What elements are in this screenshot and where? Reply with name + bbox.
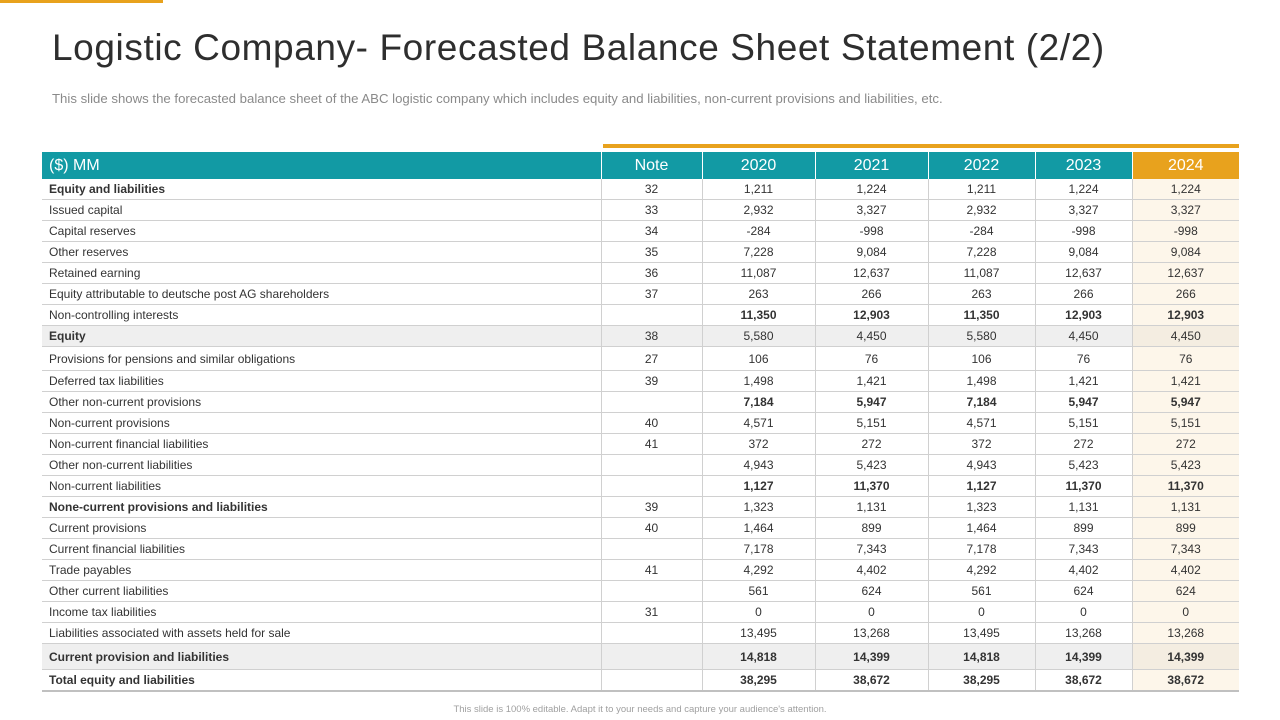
row-label: Other reserves: [42, 242, 601, 263]
cell-2020: 561: [702, 581, 815, 602]
row-note: 33: [601, 200, 702, 221]
cell-2023: 266: [1035, 284, 1132, 305]
cell-2020: 13,495: [702, 623, 815, 644]
header-year-2021: 2021: [815, 152, 928, 179]
row-label: Equity: [42, 326, 601, 347]
cell-2021: 5,947: [815, 392, 928, 413]
cell-2020: 38,295: [702, 670, 815, 692]
table-row: [42, 581, 1239, 602]
row-note: 35: [601, 242, 702, 263]
cell-2023: 5,423: [1035, 455, 1132, 476]
header-year-2020: 2020: [702, 152, 815, 179]
cell-2023: 38,672: [1035, 670, 1132, 692]
header-year-2024: 2024: [1132, 152, 1239, 179]
cell-2022: 11,350: [928, 305, 1035, 326]
page-title: Logistic Company- Forecasted Balance Sheet Statement (2/2): [52, 27, 1105, 68]
cell-2024: 1,131: [1132, 497, 1239, 518]
row-label: Provisions for pensions and similar obligations: [42, 347, 601, 371]
cell-2023: 5,151: [1035, 413, 1132, 434]
table-body: [42, 179, 1239, 691]
cell-2023: 12,903: [1035, 305, 1132, 326]
cell-2024: 1,421: [1132, 371, 1239, 392]
cell-2020: 1,464: [702, 518, 815, 539]
cell-2020: 5,580: [702, 326, 815, 347]
row-label: Total equity and liabilities: [42, 670, 601, 692]
cell-2022: 5,580: [928, 326, 1035, 347]
cell-2022: 14,818: [928, 644, 1035, 670]
table-row: [42, 497, 1239, 518]
cell-2023: 624: [1035, 581, 1132, 602]
row-note: [601, 539, 702, 560]
table-row: [42, 242, 1239, 263]
cell-2022: 1,498: [928, 371, 1035, 392]
table-row: [42, 602, 1239, 623]
row-note: 39: [601, 497, 702, 518]
cell-2024: 12,637: [1132, 263, 1239, 284]
cell-2023: 12,637: [1035, 263, 1132, 284]
row-label: Issued capital: [42, 200, 601, 221]
cell-2022: 561: [928, 581, 1035, 602]
cell-2021: 272: [815, 434, 928, 455]
table-row: [42, 371, 1239, 392]
row-note: [601, 392, 702, 413]
header-year-2022: 2022: [928, 152, 1035, 179]
cell-2024: 272: [1132, 434, 1239, 455]
row-note: 40: [601, 413, 702, 434]
cell-2020: -284: [702, 221, 815, 242]
row-label: Deferred tax liabilities: [42, 371, 601, 392]
row-note: 39: [601, 371, 702, 392]
row-label: Non-controlling interests: [42, 305, 601, 326]
cell-2021: 0: [815, 602, 928, 623]
table-row: [42, 179, 1239, 200]
cell-2024: 1,224: [1132, 179, 1239, 200]
cell-2021: 7,343: [815, 539, 928, 560]
cell-2022: 11,087: [928, 263, 1035, 284]
row-label: Current provision and liabilities: [42, 644, 601, 670]
cell-2023: 5,947: [1035, 392, 1132, 413]
row-note: 40: [601, 518, 702, 539]
cell-2024: 4,450: [1132, 326, 1239, 347]
cell-2021: 12,637: [815, 263, 928, 284]
cell-2022: 0: [928, 602, 1035, 623]
cell-2023: 0: [1035, 602, 1132, 623]
cell-2021: 5,423: [815, 455, 928, 476]
cell-2022: -284: [928, 221, 1035, 242]
row-label: Current financial liabilities: [42, 539, 601, 560]
row-note: [601, 455, 702, 476]
cell-2024: 5,423: [1132, 455, 1239, 476]
cell-2024: 5,947: [1132, 392, 1239, 413]
table-row: [42, 221, 1239, 242]
row-label: Equity and liabilities: [42, 179, 601, 200]
cell-2020: 372: [702, 434, 815, 455]
row-label: Retained earning: [42, 263, 601, 284]
cell-2021: 4,402: [815, 560, 928, 581]
row-label: Trade payables: [42, 560, 601, 581]
cell-2024: 3,327: [1132, 200, 1239, 221]
table-row: [42, 413, 1239, 434]
table-row: [42, 623, 1239, 644]
cell-2020: 7,178: [702, 539, 815, 560]
cell-2021: 76: [815, 347, 928, 371]
cell-2020: 7,184: [702, 392, 815, 413]
cell-2024: 0: [1132, 602, 1239, 623]
table-row: [42, 200, 1239, 221]
row-note: 34: [601, 221, 702, 242]
cell-2020: 1,323: [702, 497, 815, 518]
cell-2023: 899: [1035, 518, 1132, 539]
cell-2024: 624: [1132, 581, 1239, 602]
cell-2021: 3,327: [815, 200, 928, 221]
cell-2023: -998: [1035, 221, 1132, 242]
cell-2023: 7,343: [1035, 539, 1132, 560]
row-note: 31: [601, 602, 702, 623]
cell-2020: 11,087: [702, 263, 815, 284]
cell-2021: 11,370: [815, 476, 928, 497]
cell-2021: 14,399: [815, 644, 928, 670]
cell-2022: 13,495: [928, 623, 1035, 644]
table-row: [42, 560, 1239, 581]
cell-2021: 624: [815, 581, 928, 602]
cell-2020: 11,350: [702, 305, 815, 326]
cell-2020: 0: [702, 602, 815, 623]
cell-2021: -998: [815, 221, 928, 242]
cell-2021: 38,672: [815, 670, 928, 692]
row-note: 41: [601, 560, 702, 581]
cell-2023: 4,450: [1035, 326, 1132, 347]
cell-2020: 7,228: [702, 242, 815, 263]
cell-2022: 263: [928, 284, 1035, 305]
cell-2024: 13,268: [1132, 623, 1239, 644]
cell-2020: 4,943: [702, 455, 815, 476]
row-label: Non-current provisions: [42, 413, 601, 434]
row-note: 32: [601, 179, 702, 200]
cell-2024: 14,399: [1132, 644, 1239, 670]
balance-sheet-table-container: [42, 152, 1239, 692]
cell-2023: 4,402: [1035, 560, 1132, 581]
row-label: Other current liabilities: [42, 581, 601, 602]
cell-2024: 12,903: [1132, 305, 1239, 326]
cell-2021: 1,131: [815, 497, 928, 518]
row-label: Other non-current provisions: [42, 392, 601, 413]
row-note: [601, 670, 702, 692]
cell-2024: 9,084: [1132, 242, 1239, 263]
table-row: [42, 392, 1239, 413]
cell-2023: 14,399: [1035, 644, 1132, 670]
table-row: [42, 305, 1239, 326]
cell-2020: 1,211: [702, 179, 815, 200]
footer-note: This slide is 100% editable. Adapt it to your needs and capture your audience's attention.: [453, 704, 827, 715]
cell-2024: 7,343: [1132, 539, 1239, 560]
balance-sheet-table: [42, 152, 1239, 692]
cell-2022: 7,178: [928, 539, 1035, 560]
cell-2020: 1,498: [702, 371, 815, 392]
cell-2022: 2,932: [928, 200, 1035, 221]
cell-2024: 899: [1132, 518, 1239, 539]
cell-2020: 1,127: [702, 476, 815, 497]
cell-2022: 1,464: [928, 518, 1035, 539]
row-label: Liabilities associated with assets held for sale: [42, 623, 601, 644]
row-note: 27: [601, 347, 702, 371]
table-accent-bar: [603, 144, 1239, 148]
cell-2024: 38,672: [1132, 670, 1239, 692]
cell-2022: 38,295: [928, 670, 1035, 692]
cell-2022: 4,292: [928, 560, 1035, 581]
cell-2021: 12,903: [815, 305, 928, 326]
cell-2021: 9,084: [815, 242, 928, 263]
cell-2024: 11,370: [1132, 476, 1239, 497]
cell-2022: 1,323: [928, 497, 1035, 518]
cell-2022: 4,571: [928, 413, 1035, 434]
row-label: Non-current financial liabilities: [42, 434, 601, 455]
table-header-row: [42, 152, 1239, 179]
cell-2022: 1,127: [928, 476, 1035, 497]
row-note: 37: [601, 284, 702, 305]
cell-2024: 5,151: [1132, 413, 1239, 434]
cell-2021: 266: [815, 284, 928, 305]
row-note: 38: [601, 326, 702, 347]
cell-2021: 13,268: [815, 623, 928, 644]
row-label: Income tax liabilities: [42, 602, 601, 623]
table-row: [42, 539, 1239, 560]
row-label: Non-current liabilities: [42, 476, 601, 497]
row-note: [601, 581, 702, 602]
cell-2023: 3,327: [1035, 200, 1132, 221]
row-label: Equity attributable to deutsche post AG shareholders: [42, 284, 601, 305]
cell-2020: 4,571: [702, 413, 815, 434]
row-note: 36: [601, 263, 702, 284]
cell-2024: 4,402: [1132, 560, 1239, 581]
cell-2024: 266: [1132, 284, 1239, 305]
table-row: [42, 434, 1239, 455]
table-row: [42, 670, 1239, 692]
table-row: [42, 644, 1239, 670]
cell-2024: 76: [1132, 347, 1239, 371]
cell-2022: 4,943: [928, 455, 1035, 476]
cell-2021: 4,450: [815, 326, 928, 347]
table-row: [42, 347, 1239, 371]
cell-2024: -998: [1132, 221, 1239, 242]
cell-2023: 1,224: [1035, 179, 1132, 200]
top-accent-bar: [0, 0, 163, 3]
header-year-2023: 2023: [1035, 152, 1132, 179]
table-row: [42, 518, 1239, 539]
row-label: None-current provisions and liabilities: [42, 497, 601, 518]
cell-2023: 9,084: [1035, 242, 1132, 263]
row-label: Other non-current liabilities: [42, 455, 601, 476]
cell-2023: 1,131: [1035, 497, 1132, 518]
cell-2021: 1,421: [815, 371, 928, 392]
cell-2022: 7,184: [928, 392, 1035, 413]
table-row: [42, 455, 1239, 476]
row-note: 41: [601, 434, 702, 455]
cell-2022: 106: [928, 347, 1035, 371]
row-label: Capital reserves: [42, 221, 601, 242]
cell-2022: 1,211: [928, 179, 1035, 200]
header-note: Note: [601, 152, 702, 179]
table-row: [42, 263, 1239, 284]
cell-2022: 7,228: [928, 242, 1035, 263]
cell-2023: 13,268: [1035, 623, 1132, 644]
row-note: [601, 623, 702, 644]
cell-2021: 5,151: [815, 413, 928, 434]
cell-2023: 1,421: [1035, 371, 1132, 392]
cell-2020: 4,292: [702, 560, 815, 581]
cell-2021: 899: [815, 518, 928, 539]
cell-2020: 14,818: [702, 644, 815, 670]
cell-2020: 106: [702, 347, 815, 371]
cell-2023: 11,370: [1035, 476, 1132, 497]
cell-2021: 1,224: [815, 179, 928, 200]
row-note: [601, 476, 702, 497]
cell-2023: 76: [1035, 347, 1132, 371]
table-row: [42, 326, 1239, 347]
row-note: [601, 305, 702, 326]
table-row: [42, 284, 1239, 305]
page-subtitle: This slide shows the forecasted balance sheet of the ABC logistic company which includes equity and liabilities, non-current provisions and liabilities, etc.: [52, 91, 943, 106]
cell-2023: 272: [1035, 434, 1132, 455]
header-label: ($) MM: [42, 152, 601, 179]
row-label: Current provisions: [42, 518, 601, 539]
table-row: [42, 476, 1239, 497]
row-note: [601, 644, 702, 670]
cell-2020: 2,932: [702, 200, 815, 221]
cell-2020: 263: [702, 284, 815, 305]
cell-2022: 372: [928, 434, 1035, 455]
